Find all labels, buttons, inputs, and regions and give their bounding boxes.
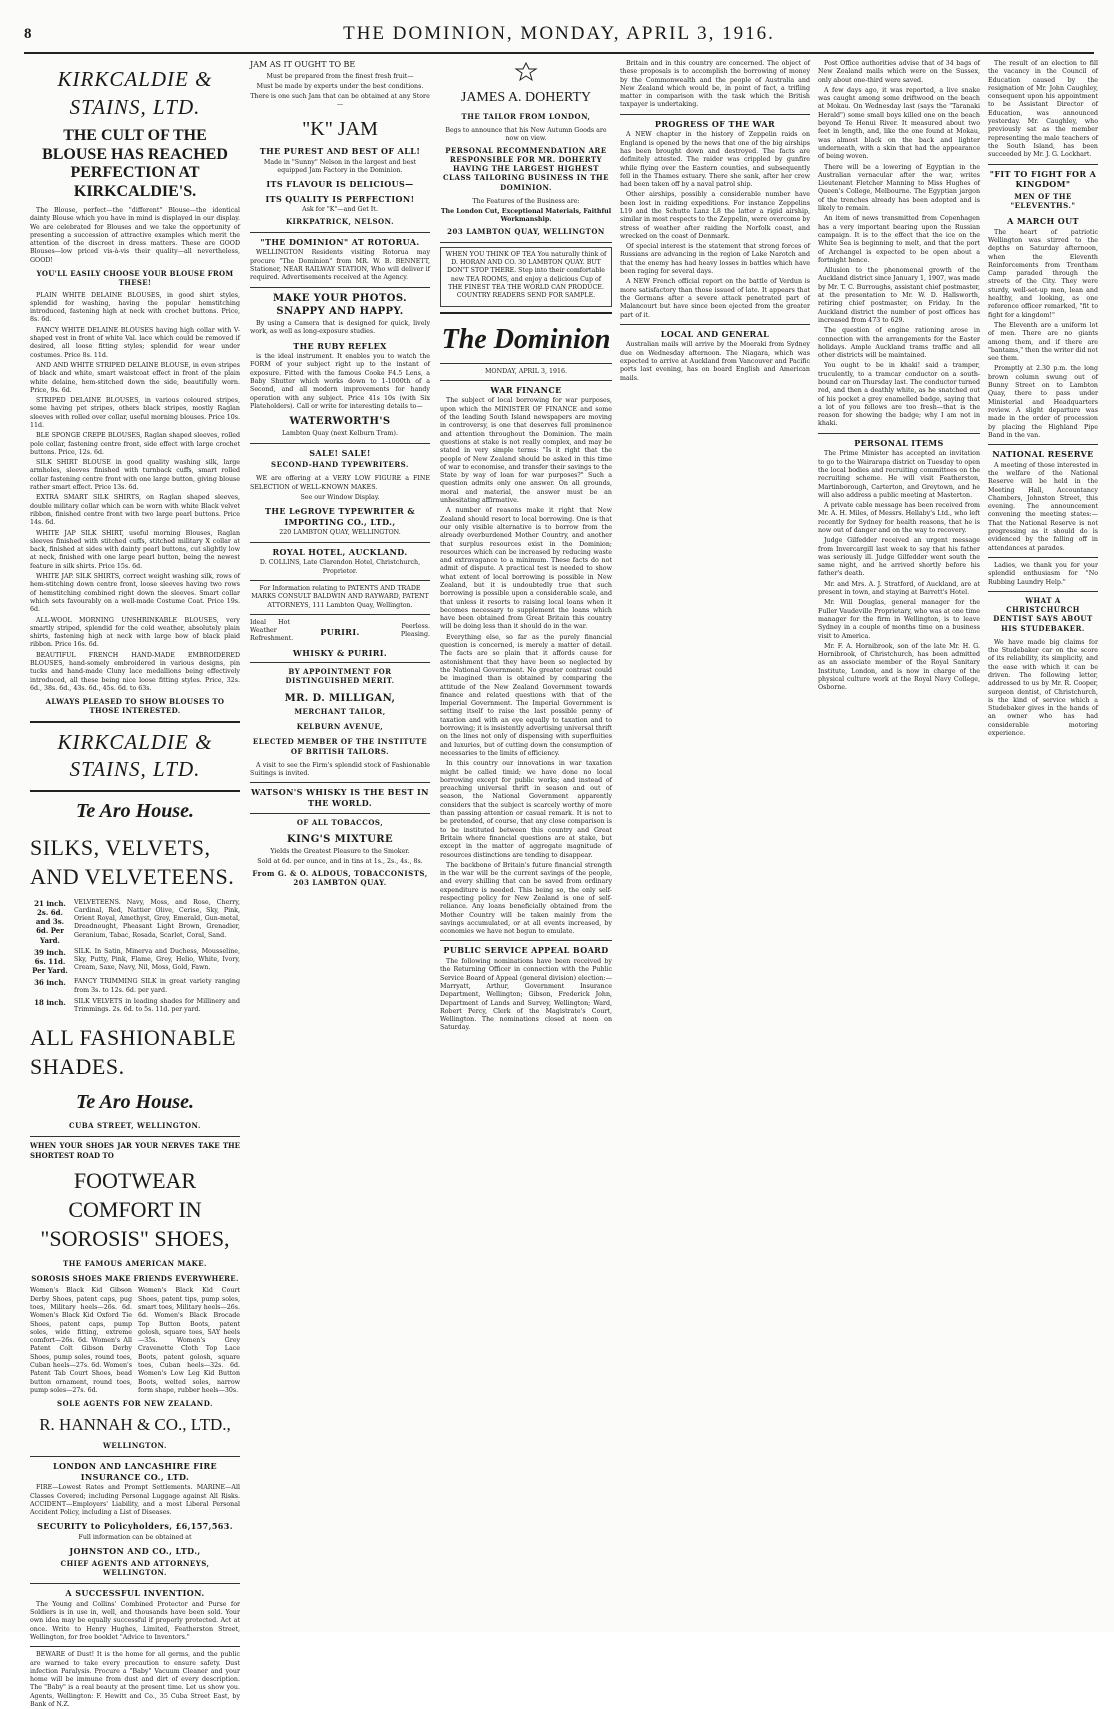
doherty-name: JAMES A. DOHERTY bbox=[460, 90, 592, 106]
divider bbox=[988, 591, 1098, 592]
k-jam-place: KIRKPATRICK, NELSON. bbox=[285, 216, 395, 226]
footwear-headline: FOOTWEAR COMFORT IN "SOROSIS" SHOES, bbox=[40, 1167, 230, 1251]
kings-price: Sold at 6d. per ounce, and in tins at 1s., 2s., 4s., 8s. bbox=[257, 858, 423, 866]
k-jam-flavour: ITS FLAVOUR IS DELICIOUS— bbox=[266, 179, 414, 190]
te-aro-address: CUBA STREET, WELLINGTON. bbox=[69, 1121, 201, 1131]
sole-agents: SOLE AGENTS FOR NEW ZEALAND. bbox=[57, 1399, 213, 1409]
blouse-item: STRIPED DELAINE BLOUSES, in various coloured stripes, some having pet stripes, others black stripes, mostly Raglan sleeves with rolled over collar, useful morning blouses. Price 10s. 11d. bbox=[30, 397, 240, 429]
divider bbox=[440, 242, 612, 243]
typewriters-headline: SECOND-HAND TYPEWRITERS. bbox=[271, 460, 409, 470]
divider bbox=[250, 542, 430, 543]
news-item: Post Office authorities advise that of 34 bags of New Zealand mails which were on the Sussex, only about one-third were saved. bbox=[818, 60, 980, 84]
laundry-ad: Ladies, we thank you for your splendid enthusiasm for "No Rubbing Laundry Help." bbox=[988, 561, 1098, 586]
footwear-right: Women's Black Kid Court Shoes, patent tips, pump soles, smart toes, Military heels—26s. 6d. Women's Black Brocade Top Button Boots, patent golosh, square toes, SAY heels—35s. Women's Grey Cravenette Cloth Top Lace Boots, patent golosh, square toes, Cuban heels—32s. 6d. Women's Low Leg Kid Button Boots, welted soles, narrow form shape, rubber heels—30s. bbox=[138, 1287, 240, 1394]
fight-headline: "FIT TO FIGHT FOR A KINGDOM" bbox=[989, 168, 1097, 190]
personal-headline: PERSONAL ITEMS bbox=[854, 437, 944, 448]
doherty-cut: The London Cut, Exceptional Materials, Faithful Workmanship. bbox=[440, 208, 612, 224]
jam-body: Must be prepared from the finest fresh fruit— bbox=[266, 72, 414, 80]
blouse-item: PLAIN WHITE DELAINE BLOUSES, in good shirt styles, splendid for washing, having the popular hemstitching introduced, fastening high at neck with crochet buttons. Price, 8s. 6d. bbox=[30, 291, 240, 324]
royal-hotel: ROYAL HOTEL, AUCKLAND. bbox=[272, 546, 408, 557]
column-6 bbox=[988, 60, 1098, 1622]
doherty-address: 203 LAMBTON QUAY, WELLINGTON bbox=[447, 226, 605, 236]
waterworth-name: WATERWORTH'S bbox=[289, 416, 391, 428]
personal-item: Mr. Will Douglas, general manager for the Fuller Vaudeville Proprietary, who was at one time manager for the firm in Wellington, is to leave Sydney in a couple of months time on a business visit to America. bbox=[818, 599, 980, 640]
legrove-address: 220 LAMBTON QUAY, WELLINGTON. bbox=[279, 529, 401, 537]
sale-banner: SALE! SALE! bbox=[309, 447, 371, 458]
column-1 bbox=[30, 60, 240, 1709]
blouse-item: WHITE JAP. SILK SHIRTS, correct weight washing silk, rows of hem-stitching down centre front, loose sleeves having two rows of hemstitching combined right down the sleeves. Smart collar which sets favourably on a well-made Costume Coat. Price 19s. 6d. bbox=[30, 573, 240, 614]
article-continuation: Britain and in this country are concerned. The object of these proposals is to accomplish the borrowing of money by the Commonwealth and the people of Australia and New Zealand which would be, in point of fact, a trifling matter in comparison with the task which the British taxpayer is undertaking. bbox=[620, 60, 810, 109]
ad-intro: The Blouse, perfect—the "different" Blouse—the identical dainty Blouse which you have in mind is displayed in our display. We are celebrated for Blouses and we take the opportunity of presenting a succession of attractive examples which merit the attention of the discreet in dress matters. These are GOOD Blouses—low priced vis-à-vis their quality—all nevertheless, GOOD! bbox=[30, 207, 240, 264]
march-paragraph: The heart of patriotic Wellington was stirred to the depths on Saturday afternoon, when the Eleventh Reinforcements from Trentham Camp paraded through the streets of the City. They were sturdy, well-set-up men, lean and healthy, and looking, as one reference officer remarked, "fit to fight for a kingdom!" bbox=[988, 228, 1098, 319]
divider bbox=[250, 614, 430, 615]
progress-paragraph: Of special interest is the statement that strong forces of Russians are advancing in the region of Lake Narotch and that the enemy has had heavy losses in battles which have been raging for several days. bbox=[620, 243, 810, 276]
typewriters-body: WE are offering at a VERY LOW FIGURE a FINE SELECTION of WELL-KNOWN MAKES. bbox=[250, 475, 430, 491]
personal-item: The Prime Minister has accepted an invitation to go to the Wairarapa district on Tuesday to open the local bodies and recruiting committees on the recruiting scheme. He will visit Featherston, Martinborough, Carterton, and Greytown, and he will also address a public meeting at Masterton. bbox=[818, 450, 980, 499]
milligan-elected: ELECTED MEMBER OF THE INSTITUTE OF BRITISH TAILORS. bbox=[252, 737, 428, 756]
whisky-puriri: WHISKY & PURIRI. bbox=[292, 647, 388, 658]
footwear-left: Women's Black Kid Gibson Derby Shoes, patent caps, pug toes, Military heels—26s. 6d. Women's Black Kid Oxford Tie Shoes, patent caps, pump soles, wide fitting, extreme comfort—26s. 6d. Women's All Patent Colt Gibson Derby Shoes, pump soles, round toes, Cuban heels—27s. 6d. Women's Patent Tab Court Shoes, bead button ornament, round toes, pump soles—27s. 6d. bbox=[30, 1287, 132, 1394]
ad-name: KIRKCALDIE & STAINS, LTD. bbox=[57, 67, 213, 119]
personal-item: Judge Gilfedder received an urgent message from Invercargill last week to say that his father was seriously ill. Judge Gilfedder went south the same night, and he arrived shortly before his father's death. bbox=[818, 537, 980, 578]
k-jam-title: "K" JAM bbox=[302, 117, 378, 140]
divider bbox=[30, 1583, 240, 1584]
divider bbox=[30, 1456, 240, 1457]
chief-agents: CHIEF AGENTS AND ATTORNEYS, WELLINGTON. bbox=[60, 1558, 210, 1578]
typewriters-window: See our Window Display. bbox=[300, 494, 380, 502]
progress-headline: PROGRESS OF THE WAR bbox=[654, 118, 776, 129]
divider bbox=[988, 164, 1098, 165]
milligan-address: KELBURN AVENUE, bbox=[296, 722, 384, 732]
reflex-name: THE RUBY REFLEX bbox=[293, 340, 387, 351]
news-item: There will be a lowering of Egyptian in the Australian vernacular after the war, writes Lieutenant Fletcher Manning to Miss Hughes of Queen's College, Melbourne. The Egyptian jargon of the trenches already has been adopted and is likely to remain. bbox=[818, 163, 980, 213]
blouse-item: FANCY WHITE DELAINE BLOUSES having high collar with V-shaped vest in front of white Val. lace which could be removed if desired, all loose fitting styles; splendid for wear under costumes. Price 8s. 11d. bbox=[30, 326, 240, 359]
divider bbox=[440, 312, 612, 314]
blouse-item: EXTRA SMART SILK SHIRTS, on Raglan shaped sleeves, double military collar which can be worn with white Black velvet ribbon, finished centre front with two large pearl buttons. Price 14s. 6d. bbox=[30, 494, 240, 527]
editorial-headline: WAR FINANCE bbox=[490, 384, 562, 395]
column-2 bbox=[250, 60, 430, 1622]
aldous-address: From G. & O. ALDOUS, TOBACCONISTS, 203 LAMBTON QUAY. bbox=[252, 868, 428, 887]
insurance-security: SECURITY to Policyholders, £6,157,563. bbox=[37, 1521, 233, 1532]
dentist-headline: WHAT A CHRISTCHURCH DENTIST SAYS ABOUT HIS STUDEBAKER. bbox=[993, 595, 1093, 633]
milligan-name: MR. D. MILLIGAN, bbox=[284, 692, 396, 704]
column-5 bbox=[818, 60, 980, 1622]
divider bbox=[250, 287, 430, 288]
blouse-item: WHITE JAP SILK SHIRT, useful morning Blouses, Raglan sleeves finished with stitched cuffs, stitched military X collar at back, finished at sides with dainty pearl buttons, cut slightly low at neck, finished with one large pearl button, being the newest feature in silk shirts. Price 15s. 6d. bbox=[30, 529, 240, 570]
hannah-name: R. HANNAH & CO., LTD., bbox=[39, 1415, 231, 1435]
divider bbox=[988, 557, 1098, 558]
personal-item: Mr. F. A. Hornibrook, son of the late Mr. H. G. Hornibrook, of Christchurch, has been admitted as an associate member of the Royal Sanitary Institute, London, and is now in charge of the physical culture work at the Royal Navy College, Osborne. bbox=[818, 642, 980, 692]
k-jam-quality: ITS QUALITY IS PERFECTION! bbox=[265, 193, 415, 204]
divider bbox=[440, 363, 612, 364]
fashionable-banner: ALL FASHIONABLE SHADES. bbox=[30, 1024, 237, 1079]
puriri-left: Ideal Hot Weather Refreshment. bbox=[250, 618, 294, 643]
milligan-body: A visit to see the Firm's splendid stock of Fashionable Suitings is invited. bbox=[250, 761, 430, 778]
insurance-body: FIRE—Lowest Rates and Prompt Settlements. MARINE—All Classes Covered; including Personal Luggage against All Risks. ACCIDENT—Employers' Liability, and a most Liberal Personal Accident Policy, including a List of Diseases. bbox=[30, 1484, 240, 1517]
jam-intro: JAM AS IT OUGHT TO BE bbox=[250, 60, 356, 69]
doherty-body: Begs to announce that his New Autumn Goods are now on view. bbox=[445, 127, 607, 143]
progress-paragraph: A NEW chapter in the history of Zeppelin raids on England is opened by the news that one of the big airships has been brought down and destroyed. The facts are definitely attested. The raider was crippled by gunfire while flying over the Eastern counties, and subsequently fell in the Thames estuary. There she sank, after her crew had been taken off by a naval patrol ship. bbox=[620, 131, 810, 189]
board-body: The following nominations have been received by the Returning Officer in connection with the Public Service Board of Appeal (general division) election:— Marryatt, Arthur, Government Insurance Department, Wellington; Gibson, Frederick John, Department of Lands and Survey, Wellington; Ward, Robert Percy, Clerk of the Magistrate's Court, Wellington. The nominations closed at noon on Saturday. bbox=[440, 958, 612, 1032]
divider bbox=[250, 813, 430, 814]
invention-headline: A SUCCESSFUL INVENTION. bbox=[65, 1588, 205, 1599]
column-3 bbox=[440, 60, 612, 1622]
divider bbox=[30, 1136, 240, 1137]
hannah-town: WELLINGTON. bbox=[103, 1440, 167, 1450]
waterworth-address: Lambton Quay (next Kelburn Tram). bbox=[282, 430, 398, 438]
tea-ad bbox=[440, 247, 612, 307]
kings-body: Yields the Greatest Pleasure to the Smoker. bbox=[270, 847, 410, 855]
footwear-sub: THE FAMOUS AMERICAN MAKE. bbox=[62, 1258, 207, 1268]
editorial-paragraph: A number of reasons make it right that New Zealand should resort to local borrowing. One is that our only visible alternative is to borrow from the already overburdened Mother Country, and another that surplus resources exist in the Dominion; resources which can be increased by reducing waste and extravagance to a minimum. These facts do not admit of dispute. A practical test is needed to show what extent of local borrowing is possible in New Zealand, but it is undoubtedly true that such borrowing is possible upon a considerable scale, and that unless it resorts to raising local loans when it becomes necessary to supplement the loans which have been obtained from Great Britain this country will be doing less than it should do in the war. bbox=[440, 507, 612, 631]
march-paragraph: The Eleventh are a uniform lot of men. There are no giants among them, and if there are "bantams," then the writer did not see them. bbox=[988, 321, 1098, 363]
news-item: You ought to be in khaki! said a tramper, truculently, to a tramcar conductor on a south-bound car on Thursday last. The conductor turned red, and then a deathly white, as he snatched out of his pocket a grey enamelled badge, saying that a lot of you fellows are too fresh—that is the reason for showing the badge; why I am not in khaki. bbox=[818, 362, 980, 428]
fight-subhead: MEN OF THE "ELEVENTHS." bbox=[1010, 191, 1076, 210]
doherty-recommendation: PERSONAL RECOMMENDATION ARE RESPONSIBLE FOR MR. DOHERTY HAVING THE LARGEST HIGHEST CLASS TAILORING BUSINESS IN THE DOMINION. bbox=[442, 145, 610, 192]
reflex-body: is the ideal instrument. It enables you to watch the FORM of your subject right up to the instant of exposure. Fitted with the famous Cooke F4.5 Lens, a Baby Shutter which works down to 1-1000th of a Second, and all modern improvements for handy operation with any subject. Price 41s 10s (with Six Plateholders). Call or write for interesting details to— bbox=[250, 353, 430, 410]
photo-body: By using a Camera that is designed for quick, lively work, as well as long-exposure studies. bbox=[250, 320, 430, 336]
personal-item: A private cable message has been received from Mr. A. H. Miles, of Messrs. Hellaby's Ltd., who left recently for Sydney for health reasons, that he is now out of danger and on the way to recovery. bbox=[818, 502, 980, 534]
k-jam-made: Made in "Sunny" Nelson in the largest and best equipped Jam Factory in the Dominion. bbox=[263, 158, 417, 174]
editorial-paragraph: The subject of local borrowing for war purposes, upon which the MINISTER OF FINANCE and some of the leading South Island newspapers are moving in controversy, is one that deserves full prominence and attention throughout the Dominion. The main questions at stake is not really complex, and may be stated in very simple terms: "Is it right that the people of New Zealand should be asked in this time of war to economise, and transfer their savings to the State by way of loan for war purposes?" Such a question admits only one answer. On all grounds, moral and material, the answer must be an unhesitating affirmative. bbox=[440, 397, 612, 505]
rotorua-body: WELLINGTON Residents visiting Rotorua may procure "The Dominion" from MR. W. B. BENNETT, Stationer, NEAR RAILWAY STATION, Who will deliver if required. Advertisements received at the Agency. bbox=[250, 249, 430, 282]
watson-ad: WATSON'S WHISKY IS THE BEST IN THE WORLD. bbox=[251, 787, 429, 808]
divider bbox=[620, 324, 810, 325]
silks-banner: SILKS, VELVETS, AND VELVETEENS. bbox=[30, 834, 235, 889]
te-aro-house-name: Te Aro House. bbox=[76, 800, 194, 823]
blouse-item: ALL-WOOL MORNING UNSHRINKABLE BLOUSES, very smartly striped, splendid for the cold weather, absolutely plain shirts, fastening high at neck with large bow of black plaid ribbon. Price 16s. 6d. bbox=[30, 616, 240, 649]
ad-name-2: KIRKCALDIE & STAINS, LTD. bbox=[57, 729, 213, 782]
ad-headline: THE CULT OF THE BLOUSE HAS REACHED PERFECTION AT KIRKCALDIE'S. bbox=[42, 127, 228, 200]
blouse-item: BLE SPONGE CREPE BLOUSES, Raglan shaped sleeves, rolled pole collar, fastening centre front, side effect with large crochet buttons. Price, 12s. 6d. bbox=[30, 432, 240, 456]
fabric-entry: 18 inch. SILK VELVETS in leading shades for Millinery and Trimmings. 2s. 6d. to 5s. 11d. per yard. bbox=[34, 998, 240, 1014]
vacuum-ad: BEWARE of Dust! It is the home for all germs, and the public are warned to take every precaution to ensure safety. Dust infection Paralysis. Procure a "Baby" Vacuum Cleaner and your home will be immune from dust and dirt of every description. The "Baby" is a real beauty at the present time. Let us show you. Agents, Wellington: F. Hewitt and Co., 35 Cuba Street East, by Bank of N.Z. bbox=[30, 1651, 240, 1709]
invention-body: The Young and Collins' Combined Protector and Purse for Soldiers is in use in, well, and thousands have been sold. Your own idea may be equally successful if properly protected. Act at once. Write to Henry Hughes, Limited, Featherston Street, Wellington, for free booklet "Advice to Inventors." bbox=[30, 1600, 240, 1641]
news-item: The question of engine rationing arose in connection with the arrangements for the Easter holidays. Ample Auckland trams traffic and all other districts will be maintained. bbox=[818, 327, 980, 360]
march-headline: A MARCH OUT bbox=[1007, 216, 1079, 227]
milligan-title: MERCHANT TAILOR, bbox=[294, 706, 386, 716]
board-headline: PUBLIC SERVICE APPEAL BOARD bbox=[443, 945, 609, 956]
divider bbox=[250, 580, 430, 581]
divider bbox=[440, 380, 612, 381]
march-paragraph: Promptly at 2.30 p.m. the long brown column swung out of Bunny Street on to Lambton Quay, there to pass under Ministerial and Headquarters review. A slight departure was made in the order of procession by placing the Highland Pipe Band in the van. bbox=[988, 365, 1098, 439]
blouse-item: AND AND WHITE STRIPED DELAINE BLOUSE, in even stripes of black and white, smart waistcoat effect in front of the plain white delaine, hem-stitched down the side, beautifully worn. Price, 9s. 6d. bbox=[30, 361, 240, 394]
rotorua-headline: "THE DOMINION" AT ROTORUA. bbox=[260, 236, 420, 247]
footwear-list bbox=[30, 1287, 240, 1397]
local-body: Australian mails will arrive by the Moeraki from Sydney due on Wednesday afternoon. The Niagara, which was expected to arrive at Auckland from Vancouver and Pacific ports last evening, has on board English and American mails. bbox=[620, 341, 810, 382]
divider bbox=[818, 433, 980, 434]
divider bbox=[620, 114, 810, 115]
kings-mixture: KING'S MIXTURE bbox=[286, 833, 393, 845]
masthead bbox=[24, 20, 1094, 48]
tobacco-intro: OF ALL TOBACCOS, bbox=[296, 817, 384, 827]
divider bbox=[988, 444, 1098, 445]
news-item: An item of news transmitted from Copenhagen has a very important bearing upon the Russian campaign. It is to the effect that the ice on the White Sea is beginning to melt, and that the port of Archangel is expected to be open about a fortnight hence. bbox=[818, 215, 980, 264]
puriri-right: Peerless. Pleasing. bbox=[400, 622, 430, 639]
divider bbox=[30, 790, 240, 792]
crest-icon bbox=[440, 62, 612, 85]
masthead-rule bbox=[24, 52, 1094, 54]
divider bbox=[250, 443, 430, 444]
progress-paragraph: Other airships, possibly a considerable number have been lost in raiding expeditions. For instance Zeppelins L19 and the Schutte Lanz L8 the latter a rigid airship, similar in most respects to the Zeppelin, were overcome by stress of weather after raiding the Norfolk coast, and wrecked on the coast of Denmark. bbox=[620, 191, 810, 240]
divider bbox=[250, 782, 430, 783]
divider bbox=[30, 1646, 240, 1647]
dateline: MONDAY, APRIL 3, 1916. bbox=[484, 367, 568, 375]
doherty-features: The Features of the Business are: bbox=[472, 197, 580, 205]
k-jam-ask: Ask for "K"—and Get It. bbox=[302, 206, 378, 214]
te-aro-house-name-2: Te Aro House. bbox=[76, 1090, 194, 1113]
divider bbox=[30, 721, 240, 723]
local-headline: LOCAL AND GENERAL bbox=[660, 328, 770, 339]
reserve-body: A meeting of those interested in the welfare of the National Reserve will be held in the Meeting Hall, Accountancy Chambers, Johnston Street, this evening. The announcement convening the meeting states:—That the National Reserve is not progressing as it should do is evidenced by the falling off in attendances at parades. bbox=[988, 461, 1098, 552]
divider bbox=[250, 662, 430, 663]
news-item: Allusion to the phenomenal growth of the Auckland district since January 1, 1907, was made by Mr. T. C. Burroughs, assistant chief postmaster, at the presentation to Mr. W. D. Hallsworth, retiring chief postmaster, on Friday. In the Auckland district the number of post offices has increased from 473 to 629. bbox=[818, 267, 980, 324]
personal-item: Mr. and Mrs. A. J. Stratford, of Auckland, are at present in town, and staying at Barrett's Hotel. bbox=[818, 580, 980, 597]
divider bbox=[250, 232, 430, 233]
jam-body: There is one such Jam that can be obtained at any Store— bbox=[250, 93, 430, 109]
puriri-ad bbox=[250, 619, 430, 644]
k-jam-purest: THE PUREST AND BEST OF ALL! bbox=[259, 146, 421, 157]
divider bbox=[440, 940, 612, 941]
blouse-item: BEAUTIFUL FRENCH HAND-MADE EMBROIDERED BLOUSES, hand-somely embroidered in various designs, pin tucks and hand-made Cluny lace medallions being effectively introduced, all these being nice loose fitting styles. Price, 32s. 6d., 38s. 6d., 43s. 6d., 45s. 6d. to 63s. bbox=[30, 651, 240, 692]
puriri-name: PURIRI. bbox=[320, 626, 360, 637]
news-item: The result of an election to fill the vacancy in the Council of Education caused by the resignation of Mr. John Caughley, consequent upon his appointment to be Assistant Director of Education, was announced yesterday. Mr. Caughley, who previously sat as the member representing the male teachers of the South Island, has been succeeded by Mr. J. G. Lockhart. bbox=[988, 60, 1098, 159]
johnston-name: JOHNSTON AND CO., LTD., bbox=[69, 1546, 201, 1557]
editorial-paragraph: In this country our innovations in war taxation might be called timid; we have done no local borrowing except for public works; and instead of preaching universal thrift in season and out of season, the National Government apparently considers that the subject is scarcely worthy of more than passing attention or casual remark. It is not to be pretended, of course, that any close comparison is to be instituted between this country and Great Britain where financial questions are at stake, but except in the matter of aggregate magnitude of resources distinctions are tending to disappear. bbox=[440, 760, 612, 859]
progress-paragraph: A NEW French official report on the battle of Verdun is more satisfactory than those issued of late. It appears that the Germans after a severe attack penetrated part of Malancourt but have since been ejected from the greater part of it. bbox=[620, 278, 810, 319]
ad-closing: ALWAYS PLEASED TO SHOW BLOUSES TO THOSE INTERESTED. bbox=[45, 697, 225, 716]
dentist-body: We have made big claims for the Studebaker car on the score of its reliability, its simplicity, and the ease with which it can be driven. The following letter, addressed to us by Mr. R. Cooper, surgeon dentist, of Christchurch, is the kind of service which a Studebaker gives in the hands of an owner who has had considerable motoring experience. bbox=[988, 638, 1098, 737]
page-number: 8 bbox=[24, 25, 32, 42]
ad-tagline: YOU'LL EASILY CHOOSE YOUR BLOUSE FROM THESE! bbox=[36, 269, 234, 288]
insurance-name: LONDON AND LANCASHIRE FIRE INSURANCE CO., LTD. bbox=[52, 1461, 218, 1482]
tea-body: WHEN YOU THINK OF TEA You naturally think of D. HORAN AND CO. 30 LAMBTON QUAY. BUT DON'T STOP THERE. Step into their comfortable new TEA ROOMS, and enjoy a delicious Cup of THE FINEST TEA THE WORLD CAN PRODUCE. COUNTRY READERS SEND FOR SAMPLE. bbox=[445, 250, 607, 300]
doherty-sub: THE TAILOR FROM LONDON, bbox=[461, 111, 591, 121]
insurance-info: Full information can be obtained at bbox=[78, 1533, 192, 1541]
fabric-entry: 21 inch. 2s. 6d. and 3s. 6d. Per Yard. VELVETEENS. Navy, Moss, and Rose, Cherry, Cardinal, Red, Nattier Olive, Cerise, Sky, Pink, Orient Royal, Amethyst, Grey, Emerald, Gun-metal, Dreadnought, Pheasant Light Brown, Grenadier, Geranium, Tabac, Rosada, Scarlet, Coral, Sand. bbox=[34, 898, 240, 945]
patents-ad: For Information relating to PATENTS AND TRADE MARKS CONSULT BALDWIN AND RAYWARD, PATENT ATTORNEYS, 111 Lambton Quay, Wellington. bbox=[251, 584, 429, 609]
footwear-intro: WHEN YOUR SHOES JAR YOUR NERVES TAKE THE SHORTEST ROAD TO bbox=[30, 1141, 240, 1160]
masthead-title: THE DOMINION, MONDAY, APRIL 3, 1916. bbox=[343, 23, 775, 44]
editorial-paragraph: Everything else, so far as the purely financial question is concerned, is merely a matter of detail. The facts are so plain that it affords cause for astonishment that they have been so neglected by the National Government. No greater contrast could be imagined than is obtained by comparing the attitude of the New Zealand Government towards finance and related questions with that of the Imperial Government. The Imperial Government is setting itself to raise the last possible penny of taxation and with an eye equally to taxation and to borrowing; it is insistently advertising universal thrift on the lines not only of dispensing with superfluities and luxuries, but of cutting down the consumption of necessaries to the limits of efficiency. bbox=[440, 633, 612, 757]
legrove-name: THE LeGROVE TYPEWRITER & IMPORTING CO., LTD., bbox=[265, 506, 415, 527]
news-item: A few days ago, it was reported, a live snake was caught among some driftwood on the beach at Mokau. On Wednesday last (says the "Taranaki Herald") some small boys killed one on the beach beyond Te Henui River. It measured about two feet in length, and, like the one found at Mokau, was almost black on the back and lighter underneath, with a skin that had the appearance of being woven. bbox=[818, 86, 980, 161]
photo-headline: MAKE YOUR PHOTOS. SNAPPY AND HAPPY. bbox=[273, 292, 407, 317]
blouse-item: SILK SHIRT BLOUSE in good quality washing silk, large armholes, sleeves finished with turnback cuffs, smart rolled collar fastening centre front with one large button, giving blouse rather smart effect. Price 13s. 6d. bbox=[30, 459, 240, 492]
footwear-tag: SOROSIS SHOES MAKE FRIENDS EVERYWHERE. bbox=[31, 1274, 239, 1284]
editorial-paragraph: The backbone of Britain's future financial strength in the war will be the current savings of the people, and every shilling that can be saved from ordinary expenditure is needed. This being so, the only self-respecting policy for New Zealand is one of self-reliance. Any loans beneficially obtained from the Mother Country will be taken mainly from the savings accumulated, or at all events increased, by economies we have not begun to emulate. bbox=[440, 861, 612, 936]
milligan-intro: BY APPOINTMENT FOR DISTINGUISHED MERIT. bbox=[285, 667, 395, 686]
reserve-headline: NATIONAL RESERVE bbox=[992, 449, 1094, 460]
fabric-entry: 39 inch. 6s. 11d. Per Yard. SILK. In Satin, Minerva and Duchess, Mousseline, Sky, Putty, Pink, Flame, Grey, Helio, White, Ivory, Cream, Saxe, Navy, Nil, Moss, Gold, Fawn. bbox=[32, 947, 240, 976]
jam-body: Must be made by experts under the best conditions. bbox=[256, 82, 424, 90]
fabric-entry: 36 inch. FANCY TRIMMING SILK in great variety ranging from 3s. to 12s. 6d. per yard. bbox=[34, 978, 240, 994]
column-4 bbox=[620, 60, 810, 1622]
royal-body: D. COLLINS, Late Clarendon Hotel, Christchurch, Proprietor. bbox=[259, 559, 421, 575]
nameplate: The Dominion bbox=[441, 323, 611, 355]
